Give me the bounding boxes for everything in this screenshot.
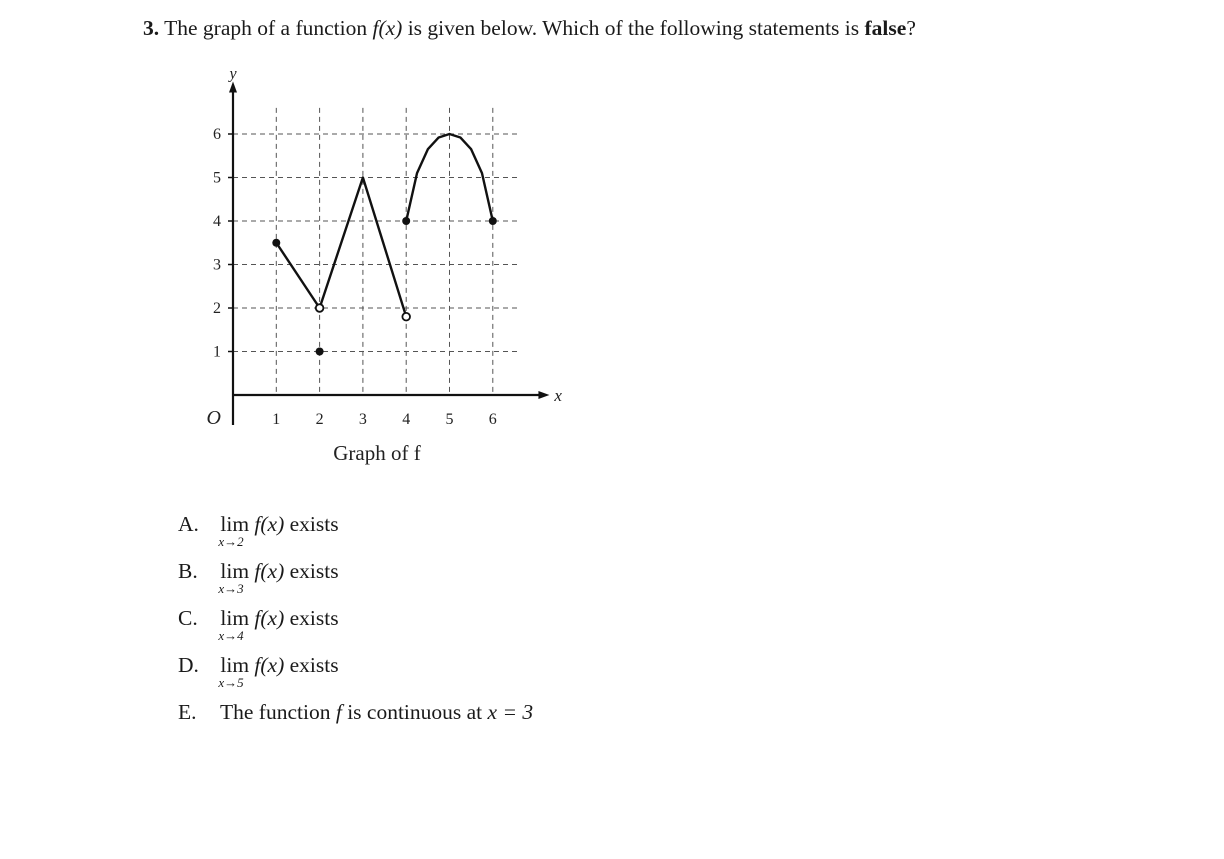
lim-word: lim	[220, 653, 250, 677]
option-f: f	[335, 700, 342, 724]
question-emphasis: false	[864, 16, 907, 40]
lim-word: lim	[220, 512, 250, 536]
question-text	[143, 16, 916, 41]
question-intro: The graph of a function	[164, 16, 368, 40]
option-text: exists	[289, 606, 339, 630]
lim-word: lim	[220, 559, 250, 583]
function-graph	[195, 62, 575, 472]
option-text: exists	[289, 559, 339, 583]
answer-options	[178, 512, 533, 747]
y-tick-label: 2	[213, 300, 221, 317]
x-tick-label: 1	[272, 411, 281, 428]
question-middle: is given below. Which of the following statements is	[407, 16, 860, 40]
option-expr: f(x)	[254, 606, 285, 630]
option-letter: C.	[178, 606, 198, 630]
graph-caption: Graph of f	[333, 441, 421, 465]
y-tick-label: 1	[213, 343, 221, 361]
option-letter: E.	[178, 700, 197, 724]
y-tick-label: 6	[213, 126, 221, 143]
lim-subscript: x→2	[218, 534, 244, 549]
question-end: ?	[906, 16, 916, 40]
x-axis-arrow	[538, 391, 549, 399]
lim-subscript: x→5	[218, 675, 244, 690]
x-axis-label: x	[554, 386, 562, 405]
option-expr: f(x)	[254, 653, 285, 677]
x-tick-label: 2	[315, 411, 324, 428]
open-point	[402, 313, 410, 321]
closed-point	[402, 217, 410, 225]
y-tick-label: 4	[213, 213, 221, 230]
y-tick-label: 5	[213, 169, 221, 187]
y-axis-arrow	[229, 82, 237, 93]
closed-point	[272, 239, 280, 247]
function-notation: f(x)	[372, 16, 403, 40]
option-e[interactable]	[178, 700, 533, 747]
option-expr: f(x)	[254, 559, 285, 583]
option-letter: B.	[178, 559, 198, 583]
option-a[interactable]	[178, 512, 533, 559]
origin-label: O	[206, 407, 221, 429]
option-letter: D.	[178, 653, 199, 677]
x-tick-label: 5	[445, 411, 454, 428]
open-point	[316, 304, 324, 312]
option-b[interactable]	[178, 559, 533, 606]
option-text: The function	[220, 700, 331, 724]
curve-segment	[276, 243, 319, 308]
y-tick-label: 3	[213, 256, 221, 274]
x-tick-label: 6	[488, 411, 497, 428]
question-number: 3.	[143, 16, 160, 40]
option-expr: f(x)	[254, 512, 285, 536]
closed-point	[489, 217, 497, 225]
lim-subscript: x→4	[218, 628, 244, 643]
option-letter: A.	[178, 512, 199, 536]
lim-subscript: x→3	[218, 581, 244, 596]
lim-word: lim	[220, 606, 250, 630]
option-c[interactable]	[178, 606, 533, 653]
closed-point	[316, 348, 324, 356]
option-text: exists	[289, 653, 339, 677]
option-eq: x = 3	[487, 700, 534, 724]
x-tick-label: 3	[358, 411, 367, 428]
option-d[interactable]	[178, 653, 533, 700]
y-axis-label: y	[229, 65, 237, 83]
option-text: exists	[289, 512, 339, 536]
option-text-2: is continuous at	[347, 700, 483, 724]
x-tick-label: 4	[402, 411, 411, 428]
